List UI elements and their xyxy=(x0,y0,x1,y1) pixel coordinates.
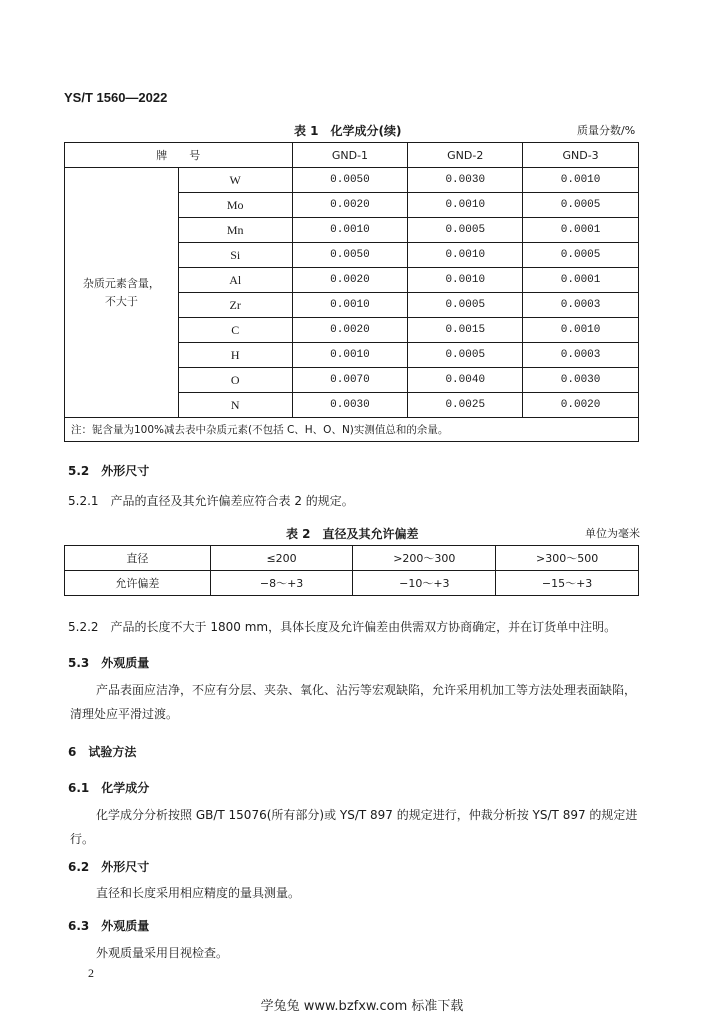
value-cell: 0.0020 xyxy=(523,393,639,418)
element-cell: H xyxy=(178,343,292,368)
diameter-range: ≤200 xyxy=(210,546,353,571)
table1-header-row xyxy=(65,143,639,168)
value-cell: 0.0040 xyxy=(408,368,523,393)
table-row xyxy=(65,546,639,571)
value-cell: 0.0010 xyxy=(292,293,408,318)
value-cell: 0.0001 xyxy=(523,268,639,293)
table1-note-row xyxy=(65,418,639,442)
element-cell: O xyxy=(178,368,292,393)
watermark-text: 学兔兔 www.bzfxw.com 标准下载 xyxy=(260,999,464,1014)
value-cell: 0.0003 xyxy=(523,343,639,368)
table-row xyxy=(65,571,639,596)
value-cell: 0.0001 xyxy=(523,218,639,243)
value-cell: 0.0030 xyxy=(292,393,408,418)
value-cell: 0.0050 xyxy=(292,168,408,193)
page-number: 2 xyxy=(88,966,94,980)
section-6-2-body: 直径和长度采用相应精度的量具测量。 xyxy=(96,886,301,900)
grade-header: 牌 号 xyxy=(65,143,293,168)
value-cell: 0.0010 xyxy=(408,268,523,293)
tolerance-value: −15～+3 xyxy=(496,571,639,596)
section-6-heading: 6 试验方法 xyxy=(68,745,137,759)
table-row xyxy=(65,168,639,193)
diameter-range: >300～500 xyxy=(496,546,639,571)
table2-caption: 表 2 直径及其允许偏差 xyxy=(286,527,419,541)
value-cell: 0.0005 xyxy=(523,243,639,268)
grade-col: GND-3 xyxy=(523,143,639,168)
section-5-3-body: 产品表面应洁净，不应有分层、夹杂、氧化、沾污等宏观缺陷，允许采用机加工等方法处理表面缺陷，清理处应平滑过渡。 xyxy=(70,683,637,721)
value-cell: 0.0020 xyxy=(292,268,408,293)
value-cell: 0.0020 xyxy=(292,193,408,218)
standard-number: YS/T 1560—2022 xyxy=(64,90,168,105)
section-6-1-body: 化学成分分析按照 GB/T 15076(所有部分)或 YS/T 897 的规定进行，仲裁分析按 YS/T 897 的规定进行。 xyxy=(70,808,638,846)
section-5-2-heading: 5.2 外形尺寸 xyxy=(68,464,150,478)
value-cell: 0.0005 xyxy=(408,293,523,318)
value-cell: 0.0070 xyxy=(292,368,408,393)
impurity-group-label: 杂质元素含量，不大于 xyxy=(65,168,179,418)
table2-diameter-tolerance xyxy=(64,545,639,596)
element-cell: Al xyxy=(178,268,292,293)
clause-5-2-1: 5.2.1 产品的直径及其允许偏差应符合表 2 的规定。 xyxy=(68,494,354,508)
element-cell: N xyxy=(178,393,292,418)
value-cell: 0.0010 xyxy=(523,318,639,343)
table1-note: 注：铌含量为100%减去表中杂质元素(不包括 C、H、O、N)实测值总和的余量。 xyxy=(65,418,639,442)
value-cell: 0.0010 xyxy=(523,168,639,193)
value-cell: 0.0005 xyxy=(408,343,523,368)
value-cell: 0.0005 xyxy=(523,193,639,218)
element-cell: C xyxy=(178,318,292,343)
tolerance-value: −10～+3 xyxy=(353,571,496,596)
table1-unit: 质量分数/% xyxy=(577,124,636,137)
grade-col: GND-1 xyxy=(292,143,408,168)
element-cell: Zr xyxy=(178,293,292,318)
row-label: 直径 xyxy=(65,546,211,571)
value-cell: 0.0010 xyxy=(408,193,523,218)
value-cell: 0.0020 xyxy=(292,318,408,343)
value-cell: 0.0010 xyxy=(408,243,523,268)
value-cell: 0.0030 xyxy=(523,368,639,393)
section-6-3-heading: 6.3 外观质量 xyxy=(68,919,150,933)
element-cell: W xyxy=(178,168,292,193)
section-6-1-heading: 6.1 化学成分 xyxy=(68,781,150,795)
clause-5-2-2: 5.2.2 产品的长度不大于 1800 mm，具体长度及允许偏差由供需双方协商确定，并在订货单中注明。 xyxy=(68,620,617,634)
value-cell: 0.0030 xyxy=(408,168,523,193)
value-cell: 0.0003 xyxy=(523,293,639,318)
element-cell: Mn xyxy=(178,218,292,243)
row-label: 允许偏差 xyxy=(65,571,211,596)
table1-caption: 表 1 化学成分(续) xyxy=(294,124,402,138)
element-cell: Si xyxy=(178,243,292,268)
value-cell: 0.0015 xyxy=(408,318,523,343)
table2-unit: 单位为毫米 xyxy=(585,527,640,540)
value-cell: 0.0005 xyxy=(408,218,523,243)
value-cell: 0.0025 xyxy=(408,393,523,418)
table1-chemical-composition xyxy=(64,142,639,442)
section-6-3-body: 外观质量采用目视检查。 xyxy=(96,946,229,960)
grade-col: GND-2 xyxy=(408,143,523,168)
section-5-3-heading: 5.3 外观质量 xyxy=(68,656,150,670)
element-cell: Mo xyxy=(178,193,292,218)
diameter-range: >200～300 xyxy=(353,546,496,571)
value-cell: 0.0050 xyxy=(292,243,408,268)
value-cell: 0.0010 xyxy=(292,218,408,243)
section-6-2-heading: 6.2 外形尺寸 xyxy=(68,860,150,874)
tolerance-value: −8～+3 xyxy=(210,571,353,596)
value-cell: 0.0010 xyxy=(292,343,408,368)
